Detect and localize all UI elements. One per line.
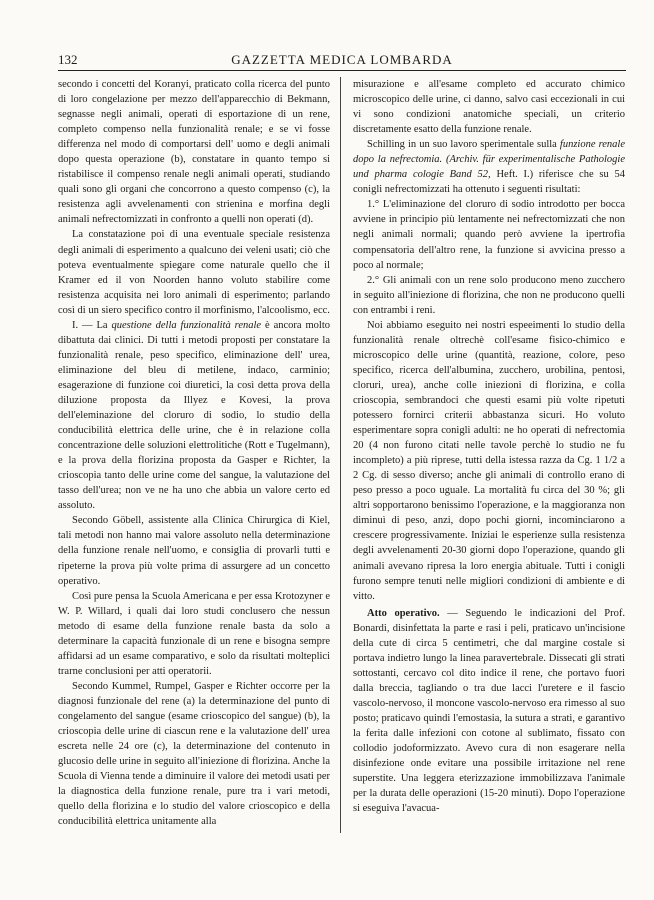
result-item: 2.° Gli animali con un rene solo producono meno zucchero in seguito all'iniezione di florizina, che non ne producono quelli con entrambi i reni. xyxy=(353,274,625,316)
result-item: 1.° L'eliminazione del cloruro di sodio introdotto per bocca avviene in principio più lentamente nei nefrectomizzati che non negli animali normali; quando però avviene la ipertrofia compensatoria dell'altro rene, la funzione si avvicina presso a poco al normale; xyxy=(353,199,625,271)
section-number: I. — La xyxy=(72,319,112,331)
paragraph xyxy=(353,606,625,817)
paragraph-text: Schilling in un suo lavoro sperimentale sulla xyxy=(367,139,560,151)
paragraph: Noi abbiamo eseguito nei nostri espeeimenti lo studio della funzionalità renale oltrechè coll'esame fisico-chimico e microscopico delle urine (quantità, reazione, colore, peso specifico, ricerca dell'albumina, zucchero, urobilina, pentosi, cloruri, urea), anche colle iniezioni di florizina, e colla crioscopia, sembrandoci che questi esami più volte ripetuti potessero fornirci criterii abbastanza sicuri. Ho voluto esperimentare sopra conigli adulti: ne ho operati di nefrectomia 20 (4 non furono citati nelle tavole perchè lo studio ne fu incompleto) a più riprese, tutti della istessa razza da Cg. 1 1/2 a 2 Cg. di sesso diverso; anche gli animali di controllo erano di peso presso a poco uguale. La mortalità fu circa del 30 %; gli altri sopportarono benissimo l'operazione, e la maggioranza non diminuì di peso, anzi, dopo pochi giorni, incominciarono a crescere progressivamente. Iniziai le esperienze sulla resistenza degli avvelenamenti 20-30 giorni dopo l'operazione, quando gli animali avevano ripresa la loro energia abituale. Tutti i conigli furono sempre tenuti nelle migliori condizioni di ambiente e di vitto. xyxy=(353,319,625,602)
citation: funzione renale dopo la nefrectomia. (Archiv. für experimentalische Pathologie und pharma cologie Band 52, xyxy=(353,139,625,181)
journal-title: GAZZETTA MEDICA LOMBARDA xyxy=(231,52,453,67)
column-divider xyxy=(340,77,341,833)
page-number: 132 xyxy=(58,52,78,67)
paragraph: Secondo Kummel, Rumpel, Gasper e Richter occorre per la diagnosi funzionale del rene (a) la determinazione del punto di congelamento del sangue (esame crioscopico del sangue) (b), la crioscopia delle urine di ciascun rene e la valutazione dell' urea escreta nelle 24 ore (c), la determinazione del contenuto in glucosio delle urine in seguito all'iniezione di florizina. Anche la Scuola di Vienna tende a diminuire il valore dei metodi usati per la diagnostica della funzione renale, pure tra i vari metodi, quello della florizina e lo studio del valore crioscopico e della conducibilità elettrica unitamente alla xyxy=(58,680,330,828)
italic-phrase: questione della funzionalità renale xyxy=(111,319,262,331)
paragraph: Secondo Göbell, assistente alla Clinica Chirurgica di Kiel, tali metodi non hanno mai valore assoluto nella determinazione della funzione renale nell'uomo, e consiglia di provarli tutti e ripeterne la prova più volte prima di assurgere ad un concetto operativo. xyxy=(58,515,330,587)
right-column xyxy=(353,77,625,816)
paragraph-text: Heft. I.) riferisce che su 54 conigli nefrectomizzati ha ottenuto i seguenti risultati: xyxy=(353,169,625,196)
paragraph: misurazione e all'esame completo ed accurato chimico microscopico delle urine, ci danno, salvo casi eccezionali in cui vi sono condizioni anatomiche speciali, un criterio discretamente esatto della funzione renale. xyxy=(353,79,625,136)
section-heading: Atto operativo. xyxy=(367,607,440,619)
paragraph xyxy=(353,137,625,197)
running-header xyxy=(58,50,626,71)
paragraph: La constatazione poi di una eventuale speciale resistenza degli animali di esperimento a qualcuno dei veleni usati; ciò che poteva eventualmente spiegare come naturale quello che il Kramer ed il von Noorden hanno voluto stabilire come resistenza acquisita nei loro animali di esperimento; parlando così di un siero specifico contro il morfinismo, l'alcoolismo, ecc. xyxy=(58,229,330,316)
paragraph: secondo i concetti del Koranyi, praticato colla ricerca del punto di loro congelazione per mezzo dell'apparecchio di Bekmann, segnasse negli animali, operati di esportazione di un rene, completo compenso nella funzionalità renale; e se vi fosse differenza nel modo di comportarsi dell' uomo e degli animali dopo questa operazione (b), constatare in quanto tempo si ristabilisce il compenso renale negli animali operati, studiando quali sono gli organi che concorrono a questo compenso (c), la resistenza agli avvelenamenti con strienina e morfina degli animali nefrectomizzati in confronto a quelli non operati (d). xyxy=(58,79,330,226)
paragraph: Così pure pensa la Scuola Americana e per essa Krotozyner e W. P. Willard, i quali dai loro studi conclusero che nessun metodo di esame della funzione renale basta da solo a determinare la capacità funzionale di un rene e bisogna sempre affidarsi ad un esame comparativo, e solo da risultati molteplici trarne conclusioni per atti operatorii. xyxy=(58,590,330,677)
paragraph-text: è ancora molto dibattuta dai clinici. Di tutti i metodi proposti per constatare la funzionalità renale, peso specifico, eliminazione dell' urea, eliminazione del bleu di metilene, indaco, carminio; esagerazione di funzione coi diuretici, la così detta prova della diluzione proposta da Illyez e Kovesi, la prova dell'eleminazione del cloruro di sodio, lo studio della conducibilità elettrica delle urine, che è in relazione colla concentrazione delle soluzioni elettrolitiche (Rott e Tugelmann), e la prova della florizina proposta da Gasper e Richter, la crioscopia tanto delle urine come del sangue, la valutazione del tasso dell'urea; non ve ne ha uno che abbia un valore certo ed assoluto. xyxy=(58,319,331,512)
paragraph xyxy=(58,318,330,514)
paragraph-text: — Seguendo le indicazioni del Prof. Bonardi, disinfettata la parte e rasi i peli, praticavo un'incisione della cute di circa 5 centimetri, che dal margine costale si portava indietro lungo la linea paravertebrale. Dissecati gli strati sottostanti, cercavo col dito indice il rene, che portavo fuori dalla breccia, tagliando o tra due lacci l'uretere e il fascio vascolo-nervoso, il moncone vascolo-nervoso era rimesso al suo posto; praticavo quindi l'emostasia, la sutura a strati, e garantivo la ferita dalle infezioni con cotone al sublimato, fissato con collodio jodoformizzato. Avevo cura di non esagerare nella disinfezione onde evitare una possibile irritazione nel rene superstite. Una leggera eterizzazione immobilizzava l'animale per la durata delle operazioni (15-20 minuti). Dopo l'operazione si eseguiva l'avacua- xyxy=(353,607,625,815)
left-column xyxy=(58,77,330,829)
